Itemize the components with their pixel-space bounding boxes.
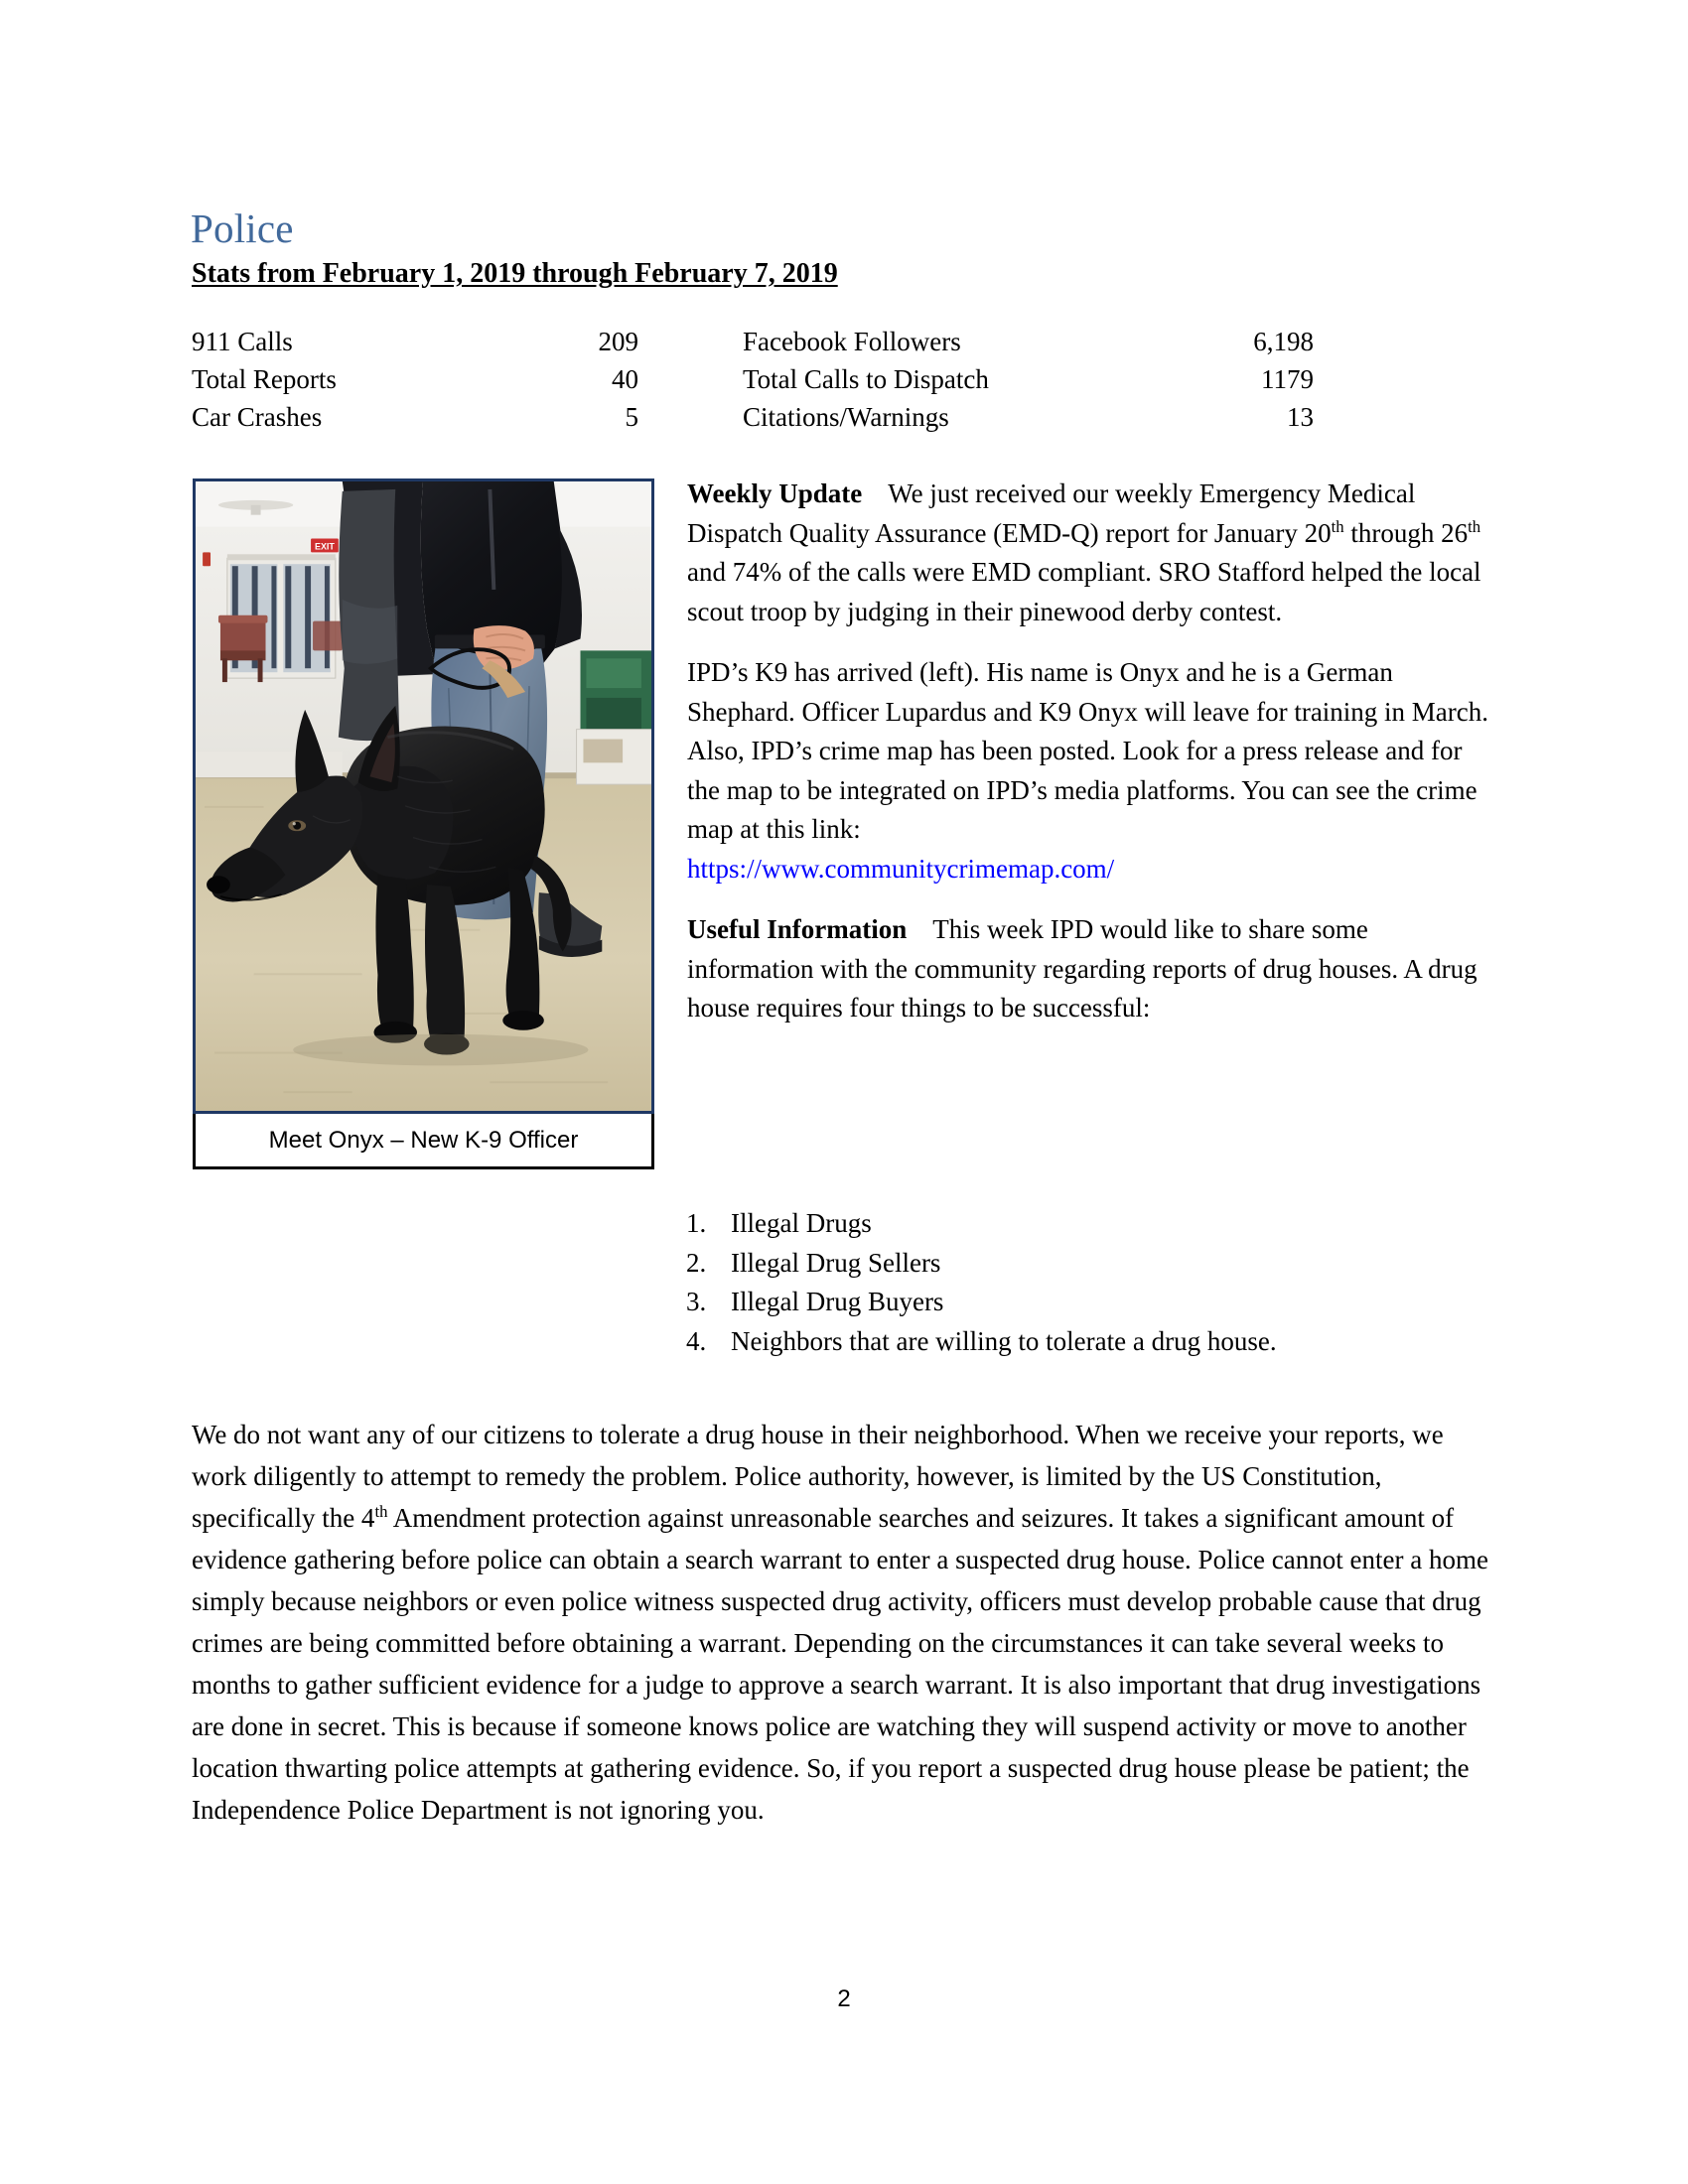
k9-paragraph-body: IPD’s K9 has arrived (left). His name is Onyx and he is a German Shephard. Officer Lupardus and K9 Onyx will leave for training in March. Also, IPD’s crime map has been posted. Look for a press release and for the map to be integrated on IPD’s media platforms. You can see the crime map at this link: [687,657,1489,844]
stat-label: 911 Calls [192,327,293,356]
list-item: 1. Illegal Drugs [713,1204,1547,1244]
stat-label: Total Reports [192,364,337,394]
table-row [192,360,1314,398]
stat-value: 1179 [1261,364,1314,394]
k9-paragraph [687,653,1491,888]
crime-map-link[interactable]: https://www.communitycrimemap.com/ [687,853,1115,884]
weekly-update-body-1: We just received our weekly Emergency Medical Dispatch Quality Assurance (EMD-Q) report for January 20 [687,478,1416,548]
ordinal-suffix: th [1331,516,1344,536]
k9-figure [193,478,654,1169]
page-number: 2 [837,1985,851,2012]
stat-value: 209 [598,327,638,356]
stat-label: Citations/Warnings [743,402,949,432]
weekly-update-body-3: and 74% of the calls were EMD compliant. SRO Stafford helped the local scout troop by judging in their pinewood derby contest. [687,557,1481,626]
right-column-text [687,475,1491,1028]
stat-value: 13 [1287,402,1314,432]
ordinal-suffix: th [1468,516,1481,536]
page-title: Police [191,205,294,252]
column-gap [638,360,743,398]
svg-text:EXIT: EXIT [315,541,335,552]
stat-label: Car Crashes [192,402,323,432]
stat-value: 5 [625,402,638,432]
ordinal-suffix: th [374,1502,388,1521]
closing-paragraph-part-1: We do not want any of our citizens to tolerate a drug house in their neighborhood. When we receive your reports, we work diligently to attempt to remedy the problem. Police authority, however, is limited by the US Constitution, specifically the 4 [192,1420,1444,1533]
list-item: 2. Illegal Drug Sellers [713,1244,1547,1284]
k9-photo-illustration [196,481,651,1111]
k9-photo [193,478,654,1114]
closing-paragraph-part-2: Amendment protection against unreasonable searches and seizures. It takes a significant amount of evidence gathering before police can obtain a search warrant to enter a suspected drug house. Police cannot enter a home simply because neighbors or even police witness suspected drug activity, officers must develop probable cause that drug crimes are being committed before obtaining a warrant. Depending on the circumstances it can take several weeks to months to gather sufficient evidence for a judge to approve a search warrant. It is also important that drug investigations are done in secret. This is because if someone knows police are watching they will suspend activity or move to another location thwarting police attempts at gathering evidence. So, if you report a suspected drug house please be patient; the Independence Police Department is not ignoring you. [192,1503,1488,1825]
weekly-update-heading: Weekly Update [687,478,863,508]
stat-label: Facebook Followers [743,327,961,356]
weekly-update-body-2: through 26 [1343,517,1469,548]
column-gap [638,398,743,436]
list-item: 4. Neighbors that are willing to tolerate a drug house. [713,1322,1547,1362]
table-row [192,398,1314,436]
stat-label: Total Calls to Dispatch [743,364,989,394]
caption-label: Meet Onyx – New K-9 Officer [268,1126,579,1154]
useful-information-body: This week IPD would like to share some information with the community regarding reports of drug houses. A drug house requires four things to be successful: [687,914,1477,1023]
drug-house-requirements-list [655,1204,1547,1361]
list-item: 3. Illegal Drug Buyers [713,1283,1547,1322]
useful-information-heading: Useful Information [687,914,908,944]
k9-photo-caption [193,1114,654,1169]
stat-value: 6,198 [1253,327,1314,356]
useful-information-paragraph [687,910,1491,1028]
table-row [192,323,1314,360]
stat-value: 40 [612,364,638,394]
column-gap [638,323,743,360]
weekly-update-paragraph [687,475,1491,631]
stats-date-range-heading: Stats from February 1, 2019 through February 7, 2019 [192,258,838,289]
stats-table [192,323,1314,436]
closing-paragraph [192,1414,1492,1831]
